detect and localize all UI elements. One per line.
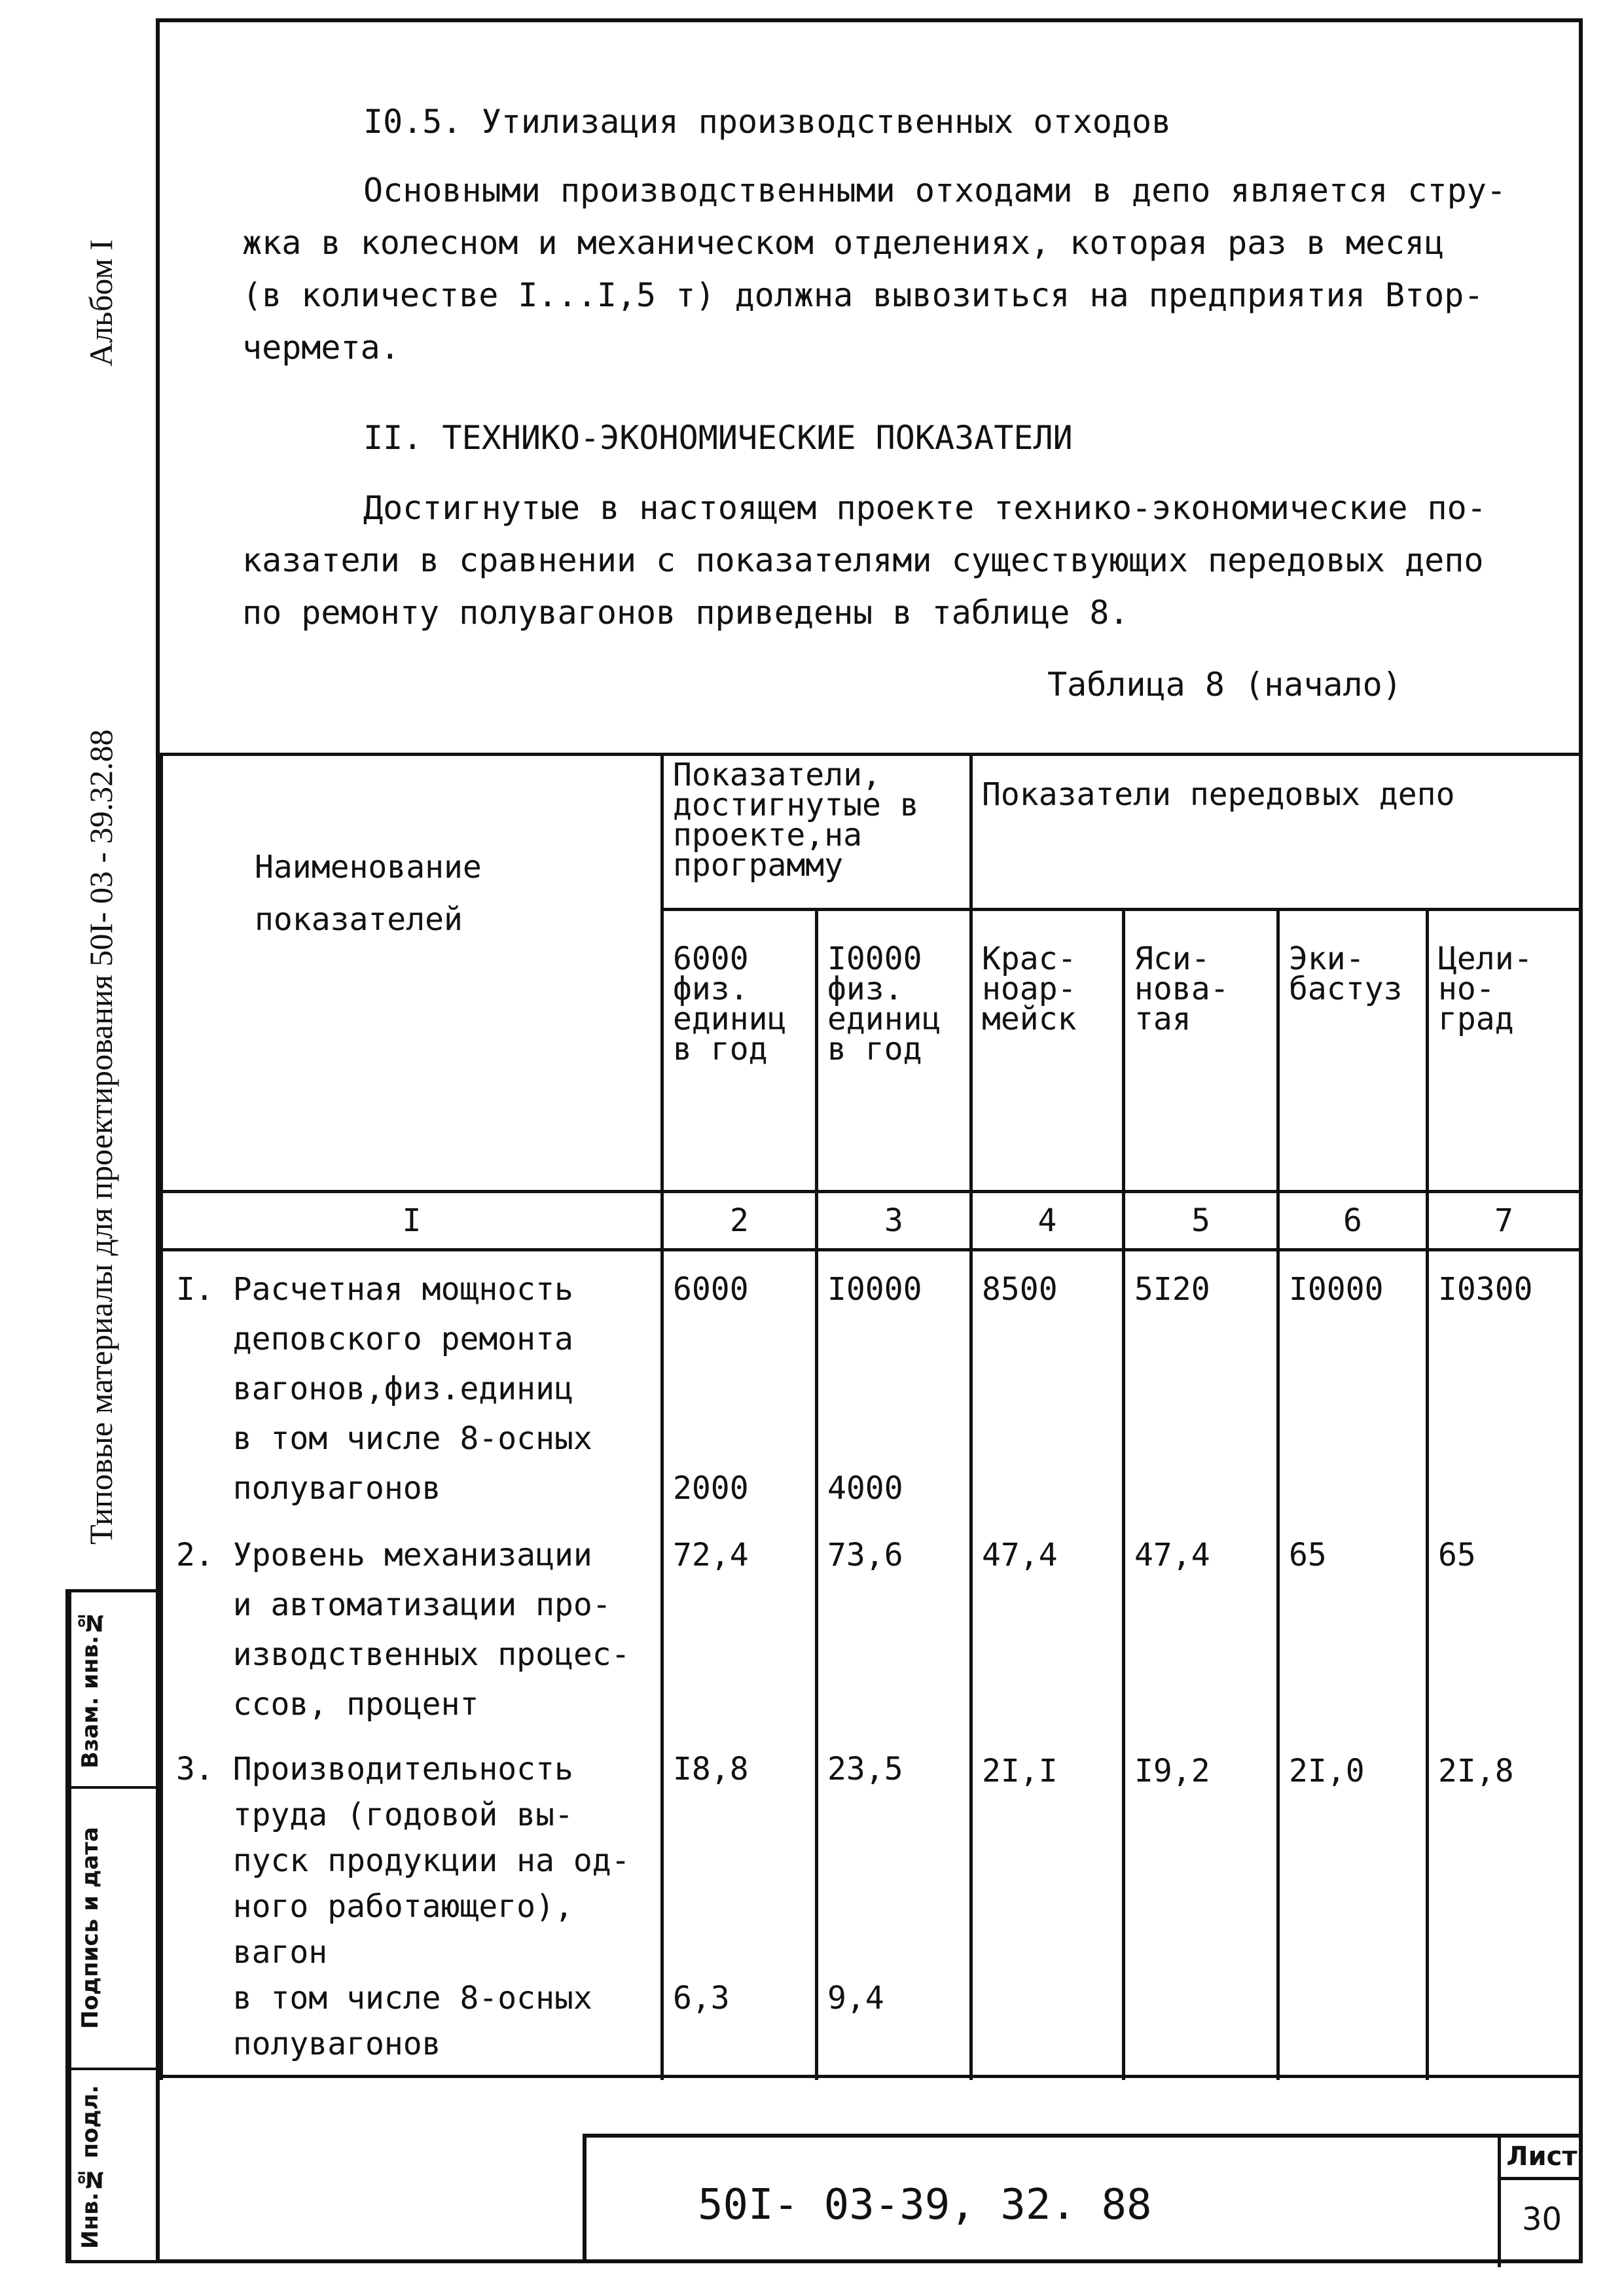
- row-value: I8,8 6,3: [662, 1733, 817, 2080]
- title-block: [583, 2134, 1583, 2263]
- series-label: Типовые материалы для проектирования 50I- 03 - 39.32.88: [82, 729, 119, 1545]
- vzam-cell: [69, 1592, 156, 1789]
- album-label: Альбом I: [82, 239, 119, 367]
- section-10-5-line-3: (в количестве I...I,5 т) должна вывозиться на предприятия Втор-: [242, 276, 1484, 314]
- header-depots: Показатели передовых депо: [971, 755, 1581, 910]
- subheader-tselinograd: Цели- но- град: [1428, 910, 1581, 1192]
- row-value: 2I,8: [1428, 1733, 1581, 2080]
- row-value: I9,2: [1124, 1733, 1278, 2080]
- row-value: 65: [1428, 1517, 1581, 1733]
- document-code: 50I- 03-39, 32. 88: [698, 2181, 1152, 2229]
- subheader-yasinovataya: Яси- нова- тая: [1124, 910, 1278, 1192]
- row-value: I0300: [1428, 1250, 1581, 1518]
- col-number: 6: [1278, 1192, 1428, 1250]
- row-value: I0000: [1278, 1250, 1428, 1518]
- row-name: I. Расчетная мощность деповского ремонта вагонов,физ.единиц в том числе 8-осных полувагонов: [162, 1250, 662, 1518]
- bottom-divider: [160, 2075, 1579, 2078]
- row-value: 47,4: [971, 1517, 1124, 1733]
- row-value: I0000 4000: [817, 1250, 971, 1518]
- sheet-label: Лист: [1501, 2138, 1583, 2180]
- row-name: 3. Производительность труда (годовой вы- пуск продукции на од- ного работающего), вагон в том числе 8-осных полувагонов: [162, 1733, 662, 2080]
- row-value: 2I,0: [1278, 1733, 1428, 2080]
- row-value: 47,4: [1124, 1517, 1278, 1733]
- header-project: Показатели, достигнутые в проекте,на программу: [662, 755, 971, 910]
- row-value: 72,4: [662, 1517, 817, 1733]
- header-name: Наименование показателей: [162, 755, 662, 1192]
- indicators-table: [160, 753, 1582, 2080]
- row-value: 6000 2000: [662, 1250, 817, 1518]
- vzam-label: Взам. инв.№: [69, 1592, 109, 1786]
- row-name: 2. Уровень механизации и автоматизации про- изводственных процес- ссов, процент: [162, 1517, 662, 1733]
- row-value: 8500: [971, 1250, 1124, 1518]
- podpis-label: Подпись и дата: [69, 1789, 109, 2068]
- left-approval-strip: [65, 1589, 156, 2263]
- col-number: 5: [1124, 1192, 1278, 1250]
- subheader-krasnoarmeysk: Крас- ноар- мейск: [971, 910, 1124, 1192]
- col-number: 7: [1428, 1192, 1581, 1250]
- podpis-cell: [69, 1789, 156, 2070]
- table-row: [162, 1517, 1581, 1733]
- inv-cell: [69, 2070, 156, 2263]
- subheader-ekibastuz: Эки- бастуз: [1278, 910, 1428, 1192]
- table-caption: Таблица 8 (начало): [1047, 666, 1402, 704]
- section-11-heading: II. ТЕХНИКО-ЭКОНОМИЧЕСКИЕ ПОКАЗАТЕЛИ: [363, 419, 1073, 457]
- section-11-line-1: Достигнутые в настоящем проекте технико-экономические по-: [363, 489, 1487, 527]
- section-11-line-3: по ремонту полувагонов приведены в таблице 8.: [242, 594, 1129, 632]
- sheet-number: 30: [1521, 2201, 1562, 2238]
- row-value: 5I20: [1124, 1250, 1278, 1518]
- table-row: [162, 1250, 1581, 1518]
- section-11-line-2: казатели в сравнении с показателями существующих передовых депо: [242, 541, 1484, 579]
- col-number: 2: [662, 1192, 817, 1250]
- col-number: 4: [971, 1192, 1124, 1250]
- sheet-cell: [1498, 2138, 1583, 2267]
- row-value: 2I,I: [971, 1733, 1124, 2080]
- section-10-5-line-4: чермета.: [242, 329, 400, 367]
- section-10-5-heading: I0.5. Утилизация производственных отходов: [363, 103, 1172, 141]
- col-number: I: [162, 1192, 662, 1250]
- section-10-5-line-1: Основными производственными отходами в депо является стру-: [363, 171, 1506, 209]
- col-number: 3: [817, 1192, 971, 1250]
- subheader-10000: I0000 физ. единиц в год: [817, 910, 971, 1192]
- table-row: [162, 1733, 1581, 2080]
- row-value: 65: [1278, 1517, 1428, 1733]
- row-value: 73,6: [817, 1517, 971, 1733]
- subheader-6000: 6000 физ. единиц в год: [662, 910, 817, 1192]
- inv-label: Инв.№ подл.: [69, 2070, 109, 2263]
- row-value: 23,5 9,4: [817, 1733, 971, 2080]
- section-10-5-line-2: жка в колесном и механическом отделениях, которая раз в месяц: [242, 224, 1445, 262]
